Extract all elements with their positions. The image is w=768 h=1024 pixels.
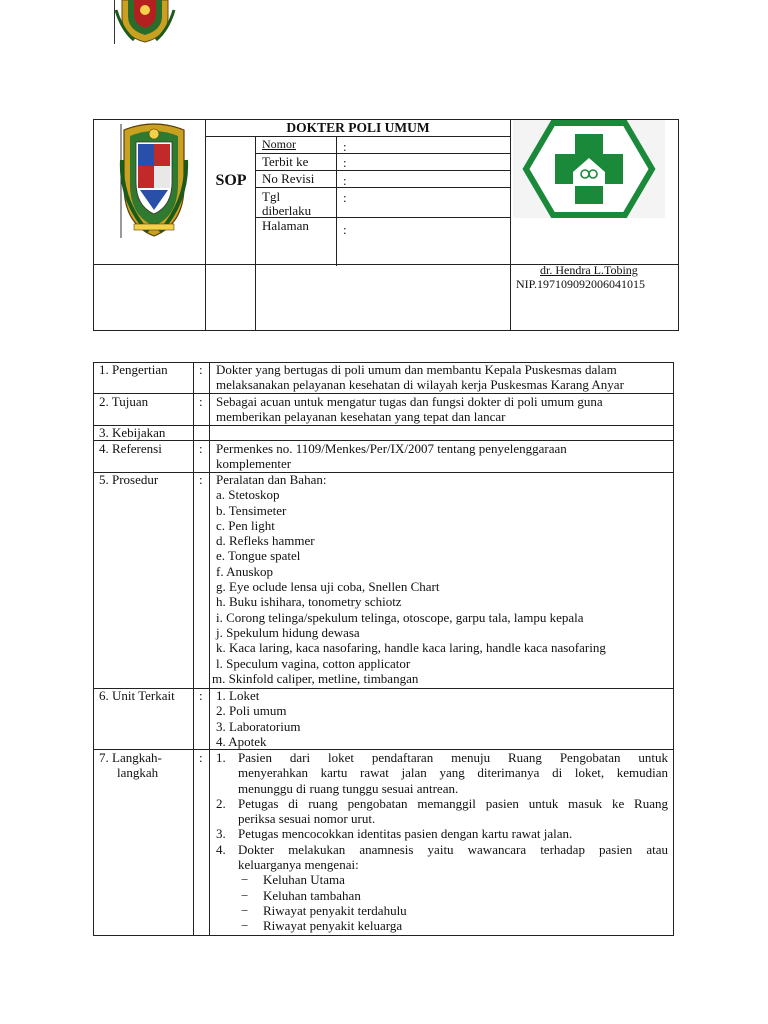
section-label-pengertian: 1. Pengertian	[99, 362, 168, 377]
text-line: Petugas di ruang pengobatan memanggil pasien untuk masuk ke Ruang	[238, 795, 668, 811]
field-colon: :	[343, 139, 347, 154]
dash-bullet: −	[241, 887, 249, 903]
dash-list-item	[216, 888, 668, 903]
text-line: Dokter yang bertugas di poli umum dan membantu Kepala Puskesmas dalam	[216, 362, 617, 377]
divider	[336, 136, 337, 266]
step-number: 1.	[216, 750, 226, 765]
list-item: g. Eye oclude lensa uji coba, Snellen Chart	[216, 579, 440, 595]
dash-list-item	[216, 918, 668, 933]
step-item	[216, 750, 668, 796]
text-line: Petugas mencocokkan identitas pasien dengan kartu rawat jalan.	[238, 826, 573, 842]
dash-text: Keluhan tambahan	[263, 887, 361, 903]
list-item: 3. Laboratorium	[216, 718, 301, 734]
section-label-kebijakan: 3. Kebijakan	[99, 425, 166, 440]
list-item: m. Skinfold caliper, metline, timbangan	[212, 670, 419, 686]
field-label-tgl: Tgl	[262, 189, 281, 204]
dash-text: Keluhan Utama	[263, 872, 345, 888]
divider	[255, 187, 510, 188]
section-label-langkah	[99, 750, 162, 781]
section-colon: :	[199, 688, 203, 703]
dash-list-item	[216, 872, 668, 887]
dash-text: Riwayat penyakit keluarga	[263, 918, 403, 934]
puskesmas-logo	[513, 120, 665, 218]
divider	[205, 136, 510, 137]
list-item: i. Corong telinga/spekulum telinga, otoscope, garpu tala, lampu kepala	[216, 609, 584, 625]
section-colon: :	[199, 441, 203, 456]
field-label-nomor: Nomor	[262, 137, 296, 151]
section-label-referensi: 4. Referensi	[99, 441, 162, 456]
label-line: 7. Langkah-	[99, 750, 162, 765]
text-line: Dokter melakukan anamnesis yaitu wawancara terhadap pasien atau	[238, 841, 668, 857]
label-line: langkah	[117, 765, 159, 781]
dash-list-item	[216, 903, 668, 918]
step-number: 3.	[216, 826, 226, 842]
field-label-halaman: Halaman	[262, 218, 309, 233]
section-label-tujuan: 2. Tujuan	[99, 394, 149, 409]
list-item: a. Stetoskop	[216, 487, 280, 503]
list-item: f. Anuskop	[216, 563, 274, 579]
section-colon: :	[199, 394, 203, 409]
sop-label: SOP	[215, 172, 247, 189]
top-crest-logo	[114, 0, 176, 44]
section-text-unit-terkait	[216, 688, 668, 749]
field-label-revisi: No Revisi	[262, 171, 315, 186]
dash-bullet: −	[241, 918, 249, 934]
dash-bullet: −	[241, 872, 249, 888]
field-colon: :	[343, 155, 347, 170]
text-line: Permenkes no. 1109/Menkes/Per/IX/2007 tentang penyelenggaraan	[216, 441, 567, 456]
list-item: l. Speculum vagina, cotton applicator	[216, 655, 411, 671]
text-line: menyerahkan kartu rawat jalan yang diterimanya di loket, kemudian	[238, 765, 668, 781]
section-colon: :	[199, 472, 203, 487]
step-item	[216, 796, 668, 827]
step-number: 2.	[216, 795, 226, 811]
field-colon: :	[343, 173, 347, 188]
list-item: e. Tongue spatel	[216, 548, 301, 564]
list-item: k. Kaca laring, kaca nasofaring, handle kaca laring, handle kaca nasofaring	[216, 640, 606, 656]
section-text-langkah	[216, 750, 668, 934]
section-label-unit-terkait: 6. Unit Terkait	[99, 688, 175, 703]
list-item: Peralatan dan Bahan:	[216, 472, 327, 487]
section-text-prosedur	[212, 472, 668, 686]
list-item: b. Tensimeter	[216, 502, 287, 518]
text-line: keluarganya mengenai:	[238, 857, 359, 873]
list-item: h. Buku ishihara, tonometry schiotz	[216, 594, 402, 610]
list-item: 1. Loket	[216, 688, 260, 703]
divider	[93, 425, 674, 426]
dash-text: Riwayat penyakit terdahulu	[263, 902, 407, 918]
list-item: 2. Poli umum	[216, 703, 287, 719]
step-item	[216, 842, 668, 873]
section-text-referensi	[216, 441, 668, 472]
divider	[205, 119, 206, 331]
field-label-diberlaku: diberlaku	[262, 203, 312, 218]
section-colon: :	[199, 362, 203, 377]
step-item	[216, 826, 668, 841]
signatory-name: dr. Hendra L.Tobing	[540, 263, 638, 277]
text-line: Pasien dari loket pendaftaran menuju Ruang Pengobatan untuk	[238, 750, 668, 765]
divider	[209, 362, 210, 936]
divider	[510, 119, 511, 331]
regency-crest-logo	[118, 120, 190, 240]
text-line: Sebagai acuan untuk mengatur tugas dan fungsi dokter di poli umum guna	[216, 394, 603, 409]
list-item: c. Pen light	[216, 517, 275, 533]
text-line: melaksanakan pelayanan kesehatan di wilayah kerja Puskesmas Karang Anyar	[216, 377, 624, 393]
list-item: 4. Apotek	[216, 733, 267, 749]
step-number: 4.	[216, 841, 226, 857]
document-title: DOKTER POLI UMUM	[286, 120, 430, 135]
field-colon: :	[343, 190, 347, 205]
field-label-terbit: Terbit ke	[262, 154, 309, 169]
list-item: j. Spekulum hidung dewasa	[216, 624, 360, 640]
section-colon: :	[199, 750, 203, 765]
section-text-pengertian	[216, 362, 668, 393]
section-label-prosedur: 5. Prosedur	[99, 472, 159, 487]
dash-bullet: −	[241, 902, 249, 918]
text-line: periksa sesuai nomor urut.	[238, 811, 376, 827]
list-item: d. Refleks hammer	[216, 533, 315, 549]
divider	[255, 136, 256, 331]
text-line: memberikan pelayanan kesehatan yang tepat dan lancar	[216, 409, 506, 425]
divider	[193, 362, 194, 936]
section-text-tujuan	[216, 394, 668, 425]
text-line: menunggu di ruang tunggu sesuai antrean.	[238, 780, 459, 796]
signatory-nip: NIP.197109092006041015	[516, 277, 646, 291]
text-line: komplementer	[216, 456, 292, 472]
field-colon: :	[343, 222, 347, 237]
